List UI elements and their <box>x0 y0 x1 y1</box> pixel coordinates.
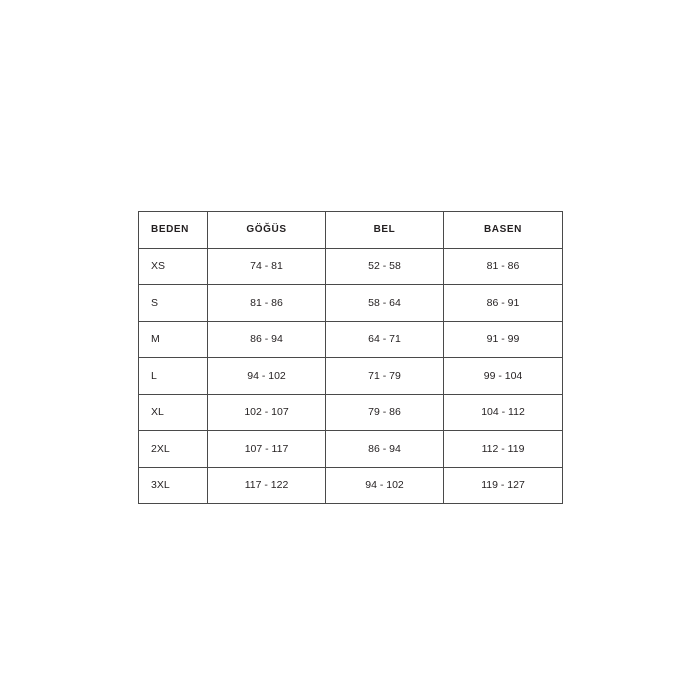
cell-gogus: 81 - 86 <box>208 285 326 322</box>
cell-beden: S <box>139 285 208 322</box>
cell-basen: 99 - 104 <box>444 358 563 395</box>
cell-bel: 86 - 94 <box>326 431 444 468</box>
cell-gogus: 102 - 107 <box>208 394 326 431</box>
table-row <box>139 394 563 431</box>
cell-bel: 64 - 71 <box>326 321 444 358</box>
cell-gogus: 86 - 94 <box>208 321 326 358</box>
cell-bel: 79 - 86 <box>326 394 444 431</box>
column-header-bel: BEL <box>326 212 444 249</box>
size-chart-table <box>138 211 563 504</box>
cell-beden: XL <box>139 394 208 431</box>
cell-basen: 104 - 112 <box>444 394 563 431</box>
cell-gogus: 94 - 102 <box>208 358 326 395</box>
cell-bel: 52 - 58 <box>326 248 444 285</box>
cell-beden: L <box>139 358 208 395</box>
cell-beden: 3XL <box>139 467 208 504</box>
cell-basen: 81 - 86 <box>444 248 563 285</box>
cell-basen: 86 - 91 <box>444 285 563 322</box>
size-chart-container <box>138 211 562 504</box>
column-header-beden: BEDEN <box>139 212 208 249</box>
cell-gogus: 74 - 81 <box>208 248 326 285</box>
cell-bel: 94 - 102 <box>326 467 444 504</box>
table-row <box>139 285 563 322</box>
cell-beden: M <box>139 321 208 358</box>
table-row <box>139 358 563 395</box>
table-row <box>139 248 563 285</box>
table-row <box>139 321 563 358</box>
cell-bel: 71 - 79 <box>326 358 444 395</box>
cell-gogus: 117 - 122 <box>208 467 326 504</box>
cell-basen: 119 - 127 <box>444 467 563 504</box>
table-row <box>139 467 563 504</box>
table-header <box>139 212 563 249</box>
cell-beden: 2XL <box>139 431 208 468</box>
table-row <box>139 431 563 468</box>
cell-beden: XS <box>139 248 208 285</box>
cell-basen: 91 - 99 <box>444 321 563 358</box>
column-header-basen: BASEN <box>444 212 563 249</box>
table-body <box>139 248 563 504</box>
cell-gogus: 107 - 117 <box>208 431 326 468</box>
column-header-gogus: GÖĞÜS <box>208 212 326 249</box>
table-header-row <box>139 212 563 249</box>
cell-basen: 112 - 119 <box>444 431 563 468</box>
cell-bel: 58 - 64 <box>326 285 444 322</box>
